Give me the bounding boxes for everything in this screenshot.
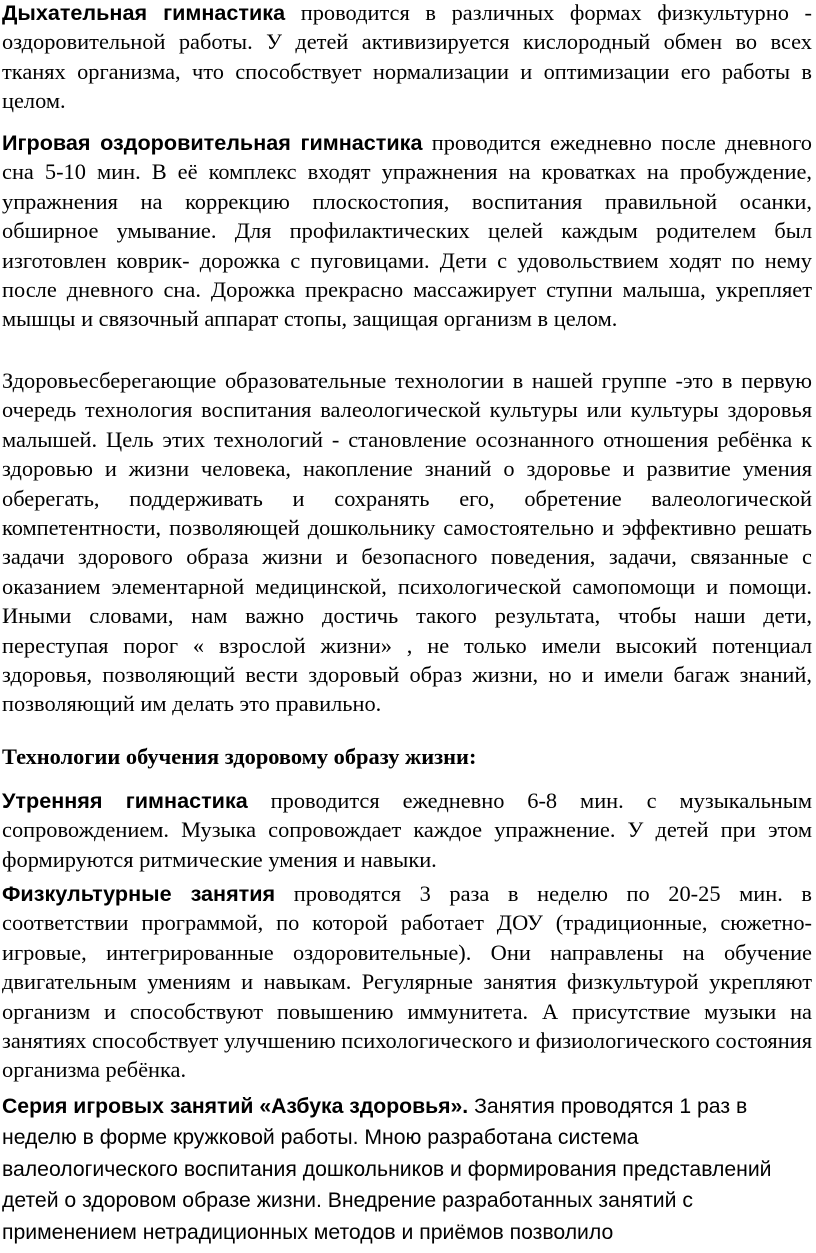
paragraph-text: Занятия проводятся 1 раз в неделю в форме кружковой работы. Мною разработана система валеологического воспитания дошкольников и формирования представлений детей о здоровом образе жизни. Внедрение разработанных занятий с применением нетрадиционных методов и приёмов позволило [2,1095,772,1244]
paragraph-health-technologies: Здоровьесберегающие образовательные технологии в нашей группе -это в первую очередь технология воспитания валеологической культуры или культуры здоровья малышей. Цель этих технологий - становление осознанного отношения ребёнка к здоровью и жизни человека, накопление знаний о здоровье и развитие умения оберегать, поддерживать и сохранять его, обретение валеологической компетентности, позволяющей дошкольнику самостоятельно и эффективно решать задачи здорового образа жизни и безопасного поведения, задачи, связанные с оказанием элементарной медицинской, психологической самопомощи и помощи. Иными словами, нам важно достичь такого результата, чтобы наши дети, переступая порог « взрослой жизни» , не только имели высокий потенциал здоровья, позволяющий вести здоровый образ жизни, но и имели багаж знаний, позволяющий им делать это правильно. [2,368,812,717]
paragraph-health-alphabet [2,1091,812,1248]
paragraph-pe-classes [2,879,812,1085]
paragraph-text: проводится ежедневно 6-8 мин. с музыкальным сопровождением. Музыка сопровождает каждое упражнение. У детей при этом формируются ритмические умения и навыки. [2,788,812,872]
paragraph-game-gymnastics [2,128,812,334]
paragraph-text: проводится в различных формах физкультурно - оздоровительной работы. У детей активизируется кислородный обмен во всех тканях организма, что способствует нормализации и оптимизации его работы в целом. [2,0,812,114]
paragraph-breathing-gymnastics [2,0,812,116]
term-health-alphabet: Серия игровых занятий «Азбука здоровья». [2,1095,469,1118]
section-heading: Технологии обучения здоровому образу жизни: [2,744,477,769]
term-pe-classes: Физкультурные занятия [2,881,276,906]
term-morning-gymnastics: Утренняя гимнастика [2,788,248,813]
paragraph-text: проводятся 3 раза в неделю по 20-25 мин. в соответствии программой, по которой работает ДОУ (традиционные, сюжетно- игровые, интегрированные оздоровительные). Они направлены на обучение двигательным умениям и навыкам. Регулярные занятия физкультурой укрепляют организм и способствуют повышению иммунитета. А присутствие музыки на занятиях способствует улучшению психологического и физиологического состояния организма ребёнка. [2,881,813,1083]
term-breathing-gymnastics: Дыхательная гимнастика [2,0,286,25]
paragraph-morning-gymnastics [2,786,812,874]
term-game-gymnastics: Игровая оздоровительная гимнастика [2,130,423,155]
paragraph-text: проводится ежедневно после дневного сна 5-10 мин. В её комплекс входят упражнения на кроватках на пробуждение, упражнения на коррекцию плоскостопия, воспитания правильной осанки, обширное умывание. Для профилактических целей каждым родителем был изготовлен коврик- дорожка с пуговицами. Дети с удовольствием ходят по нему после дневного сна. Дорожка прекрасно массажирует ступни малыша, укрепляет мышцы и связочный аппарат стопы, защищая организм в целом. [2,130,812,332]
